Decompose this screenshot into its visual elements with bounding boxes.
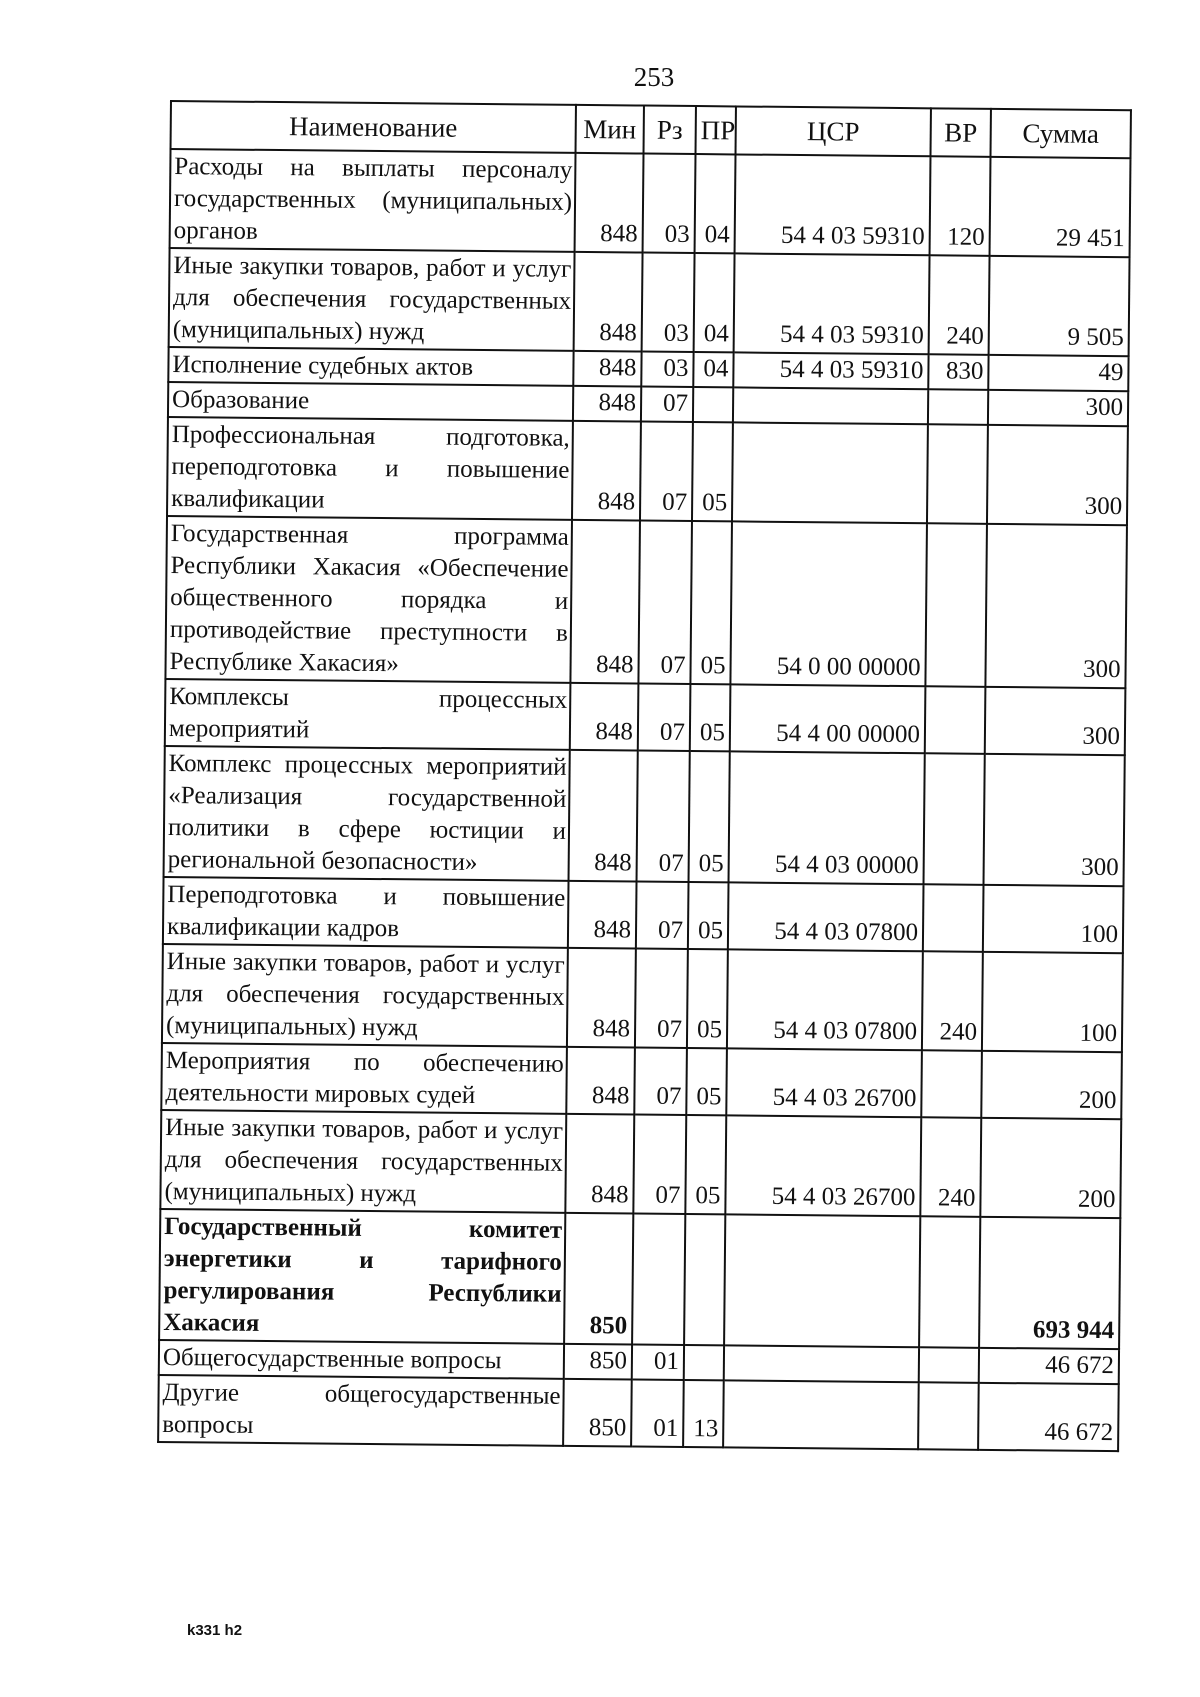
cell-csr: 54 0 00 00000 [730, 521, 927, 686]
cell-name: Иные закупки товаров, работ и услуг для обеспечения государственных (муниципальных) нужд [169, 248, 575, 351]
cell-rz: 07 [636, 882, 689, 949]
cell-min: 848 [567, 948, 636, 1048]
cell-sum: 49 [988, 355, 1128, 391]
cell-sum: 46 672 [978, 1383, 1119, 1451]
table-row [160, 1110, 1121, 1218]
cell-min: 848 [573, 351, 641, 387]
cell-pr: 05 [685, 1115, 726, 1214]
cell-name: Расходы на выплаты персоналу государственных (муниципальных) органов [170, 149, 576, 252]
table-row [158, 1375, 1119, 1451]
table-row [170, 149, 1131, 257]
cell-name: Иные закупки товаров, работ и услуг для обеспечения государственных (муниципальных) нужд [162, 944, 568, 1047]
cell-pr [693, 387, 733, 422]
cell-csr: 54 4 03 00000 [729, 751, 925, 884]
table-row [165, 679, 1126, 755]
cell-min: 848 [565, 1114, 634, 1214]
cell-csr: 54 4 03 07800 [727, 949, 923, 1050]
cell-rz: 07 [637, 751, 690, 882]
cell-vr [925, 523, 987, 687]
cell-sum: 46 672 [979, 1348, 1119, 1384]
cell-csr [724, 1345, 919, 1382]
cell-rz: 07 [640, 422, 693, 521]
table-row [163, 877, 1124, 953]
cell-pr: 05 [690, 521, 732, 684]
cell-min: 848 [569, 750, 638, 882]
budget-table-container [157, 100, 1132, 1452]
header-pr: ПР [696, 106, 736, 154]
cell-pr: 05 [690, 684, 731, 751]
table-row [167, 417, 1128, 525]
cell-sum: 9 505 [989, 256, 1130, 356]
cell-min: 848 [568, 881, 637, 949]
cell-name: Комплексы процессных мероприятий [165, 679, 571, 750]
cell-csr [723, 1380, 919, 1449]
cell-csr: 54 4 00 00000 [730, 684, 926, 753]
cell-name: Комплекс процессных мероприятий «Реализация государственной политики в сфере юстиции и региональной безопасности» [164, 746, 570, 881]
header-name: Наименование [171, 101, 576, 153]
cell-rz [632, 1213, 685, 1344]
cell-vr: 120 [930, 156, 991, 256]
cell-vr: 830 [928, 354, 988, 390]
cell-vr: 240 [920, 1117, 981, 1217]
cell-min: 848 [572, 421, 641, 521]
cell-name: Общегосударственные вопросы [159, 1340, 564, 1379]
cell-min: 848 [570, 520, 640, 684]
cell-min: 850 [564, 1344, 632, 1380]
page-number: 253 [633, 62, 675, 92]
table-row [162, 944, 1123, 1052]
cell-rz: 01 [631, 1379, 684, 1446]
cell-rz: 07 [641, 387, 693, 422]
cell-sum: 29 451 [990, 157, 1131, 257]
cell-csr: 54 4 03 07800 [728, 882, 924, 951]
cell-pr: 04 [695, 154, 736, 253]
cell-pr: 05 [688, 882, 729, 949]
cell-csr: 54 4 03 26700 [726, 1048, 922, 1117]
cell-csr: 54 4 03 59310 [734, 253, 930, 354]
cell-pr: 04 [694, 253, 735, 352]
header-rz: Рз [644, 106, 696, 154]
cell-sum: 300 [984, 754, 1125, 886]
cell-min: 848 [573, 386, 641, 422]
cell-vr [918, 1382, 979, 1450]
header-sum: Сумма [990, 109, 1130, 158]
cell-min: 848 [570, 683, 639, 751]
cell-min: 848 [574, 252, 643, 352]
cell-rz: 07 [633, 1115, 686, 1214]
cell-pr: 05 [692, 422, 733, 521]
cell-vr [927, 424, 988, 524]
cell-pr [684, 1345, 724, 1380]
cell-csr [724, 1214, 920, 1347]
cell-csr: 54 4 03 26700 [725, 1115, 921, 1216]
table-row [159, 1209, 1120, 1349]
footer-code: k331 h2 [187, 1622, 243, 1639]
cell-vr [923, 884, 984, 952]
cell-sum: 200 [981, 1051, 1122, 1119]
header-csr: ЦСР [736, 106, 931, 156]
cell-min: 850 [563, 1379, 632, 1447]
cell-rz: 07 [634, 1048, 687, 1115]
cell-rz: 03 [641, 352, 693, 387]
cell-vr: 240 [929, 255, 990, 355]
cell-name: Иные закупки товаров, работ и услуг для обеспечения государственных (муниципальных) нужд [160, 1110, 566, 1213]
table-row [161, 1043, 1122, 1119]
cell-name: Другие общегосударственные вопросы [158, 1375, 564, 1446]
cell-min: 848 [566, 1047, 635, 1115]
cell-name: Профессиональная подготовка, переподготовка и повышение квалификации [167, 417, 573, 520]
cell-vr [921, 1050, 982, 1118]
header-vr: ВР [930, 108, 990, 157]
cell-pr: 05 [686, 1048, 727, 1115]
table-row [164, 746, 1125, 886]
cell-vr [925, 686, 986, 754]
cell-sum: 693 944 [979, 1217, 1120, 1349]
cell-csr: 54 4 03 59310 [733, 352, 928, 389]
cell-rz: 07 [638, 521, 692, 684]
budget-table [157, 100, 1132, 1452]
cell-rz: 03 [643, 154, 696, 253]
cell-name: Государственная программа Республики Хакасия «Обеспечение общественного порядка и противодействие преступности в Республике Хакасия» [165, 516, 572, 683]
cell-sum: 200 [980, 1118, 1121, 1218]
cell-pr: 04 [693, 352, 733, 387]
cell-name: Государственный комитет энергетики и тарифного регулирования Республики Хакасия [159, 1209, 565, 1344]
cell-csr [733, 387, 928, 424]
header-min: Мин [576, 105, 644, 154]
cell-name: Переподготовка и повышение квалификации кадров [163, 877, 569, 948]
cell-rz: 07 [635, 949, 688, 1048]
cell-pr: 13 [683, 1380, 724, 1447]
cell-sum: 300 [985, 687, 1126, 755]
cell-vr [928, 389, 988, 425]
cell-vr [919, 1216, 980, 1348]
cell-vr: 240 [922, 951, 983, 1051]
table-row [165, 516, 1127, 688]
cell-csr: 54 4 03 59310 [735, 154, 931, 255]
table-body [158, 149, 1130, 1451]
cell-name: Образование [168, 382, 573, 421]
cell-name: Мероприятия по обеспечению деятельности мировых судей [161, 1043, 567, 1114]
cell-name: Исполнение судебных актов [168, 347, 573, 386]
cell-sum: 300 [987, 425, 1128, 525]
cell-vr [919, 1347, 979, 1383]
cell-rz: 07 [638, 684, 691, 751]
cell-csr [732, 422, 928, 523]
cell-sum: 300 [988, 390, 1128, 426]
cell-rz: 03 [642, 253, 695, 352]
table-row [169, 248, 1130, 356]
cell-pr [684, 1214, 725, 1345]
cell-min: 850 [564, 1213, 633, 1345]
cell-sum: 300 [985, 524, 1127, 688]
cell-min: 848 [575, 153, 644, 253]
cell-vr [924, 753, 985, 885]
cell-rz: 01 [632, 1344, 684, 1379]
cell-pr: 05 [689, 751, 730, 882]
cell-sum: 100 [982, 952, 1123, 1052]
cell-sum: 100 [983, 885, 1124, 953]
cell-pr: 05 [687, 949, 728, 1048]
